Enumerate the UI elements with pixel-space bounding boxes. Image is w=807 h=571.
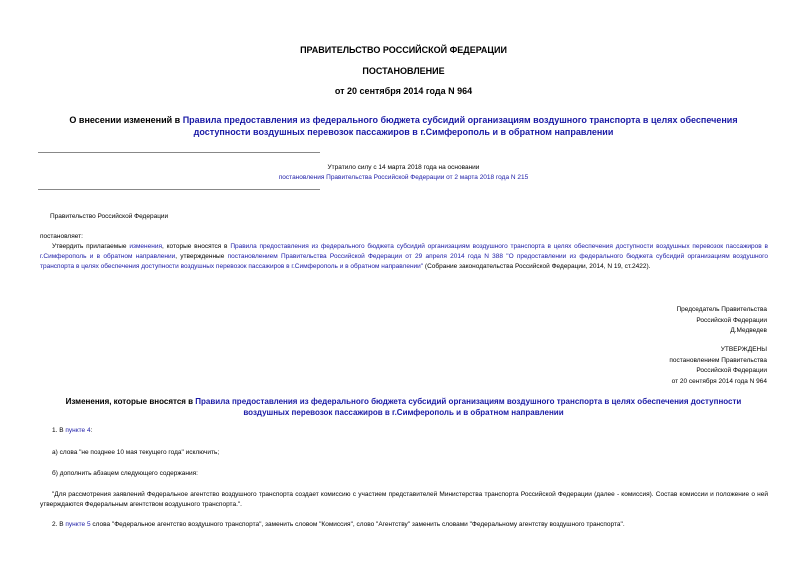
changes-title-link[interactable]: Правила предоставления из федерального бюджета субсидий организациям воздушного транспорта в целях обеспечения доступности воздушных перевозок пассажиров в г.Симферополь и в обратном направлении bbox=[195, 397, 742, 417]
decision-paragraph bbox=[40, 242, 768, 273]
decides-label: постановляет: bbox=[40, 233, 83, 240]
p1-link-decree[interactable]: постановлением Правительства Российской Федерации от 29 апреля 2014 года N 388 "О предоставлении из федерального бюджета субсидий организациям воздушного транспорта в целях обеспечения доступности воздушных перевозок пассажиров в г.Симферополь и в обратном направлении" bbox=[40, 253, 768, 271]
item-1 bbox=[52, 427, 92, 434]
approved-block bbox=[669, 345, 767, 387]
p1-link-changes[interactable]: изменения bbox=[129, 243, 162, 250]
item1-text-a: 1. В bbox=[52, 427, 66, 434]
changes-title bbox=[60, 396, 747, 418]
item1-link[interactable]: пункте 4 bbox=[65, 427, 91, 434]
signature-org: Российской Федерации bbox=[696, 316, 767, 324]
signature-position: Председатель Правительства bbox=[676, 306, 767, 313]
item-2 bbox=[52, 521, 625, 528]
item2-link[interactable]: пункте 5 bbox=[65, 521, 91, 528]
doc-title bbox=[40, 114, 767, 138]
doc-type: ПОСТАНОВЛЕНИЕ bbox=[362, 66, 445, 76]
item-1-quote: "Для рассмотрения заявлений Федеральное агентство воздушного транспорта создает комиссию с участием представителей Министерства транспорта Российской Федерации (далее - комиссия). Состав комиссии и положение о ней утверждаются Федеральным агентством воздушного транспорта.". bbox=[40, 491, 768, 509]
approved-line3: Российской Федерации bbox=[696, 367, 767, 374]
doc-title-prefix: О внесении изменений в bbox=[69, 115, 183, 125]
p1-text-d: (Собрание законодательства Российской Федерации, 2014, N 19, ст.2422). bbox=[423, 263, 651, 271]
p1-text-b: , которые вносятся в bbox=[161, 243, 231, 250]
item2-text-b: слова "Федеральное агентство воздушного транспорта", заменить словом "Комиссия", слово "Агентству" заменить словами "Федеральному агентству воздушного транспорта". bbox=[90, 521, 625, 528]
divider-bottom bbox=[38, 189, 320, 190]
approved-line2: постановлением Правительства bbox=[669, 356, 767, 364]
lost-force-note: Утратило силу с 14 марта 2018 года на основании bbox=[327, 164, 480, 171]
doc-date-number: от 20 сентября 2014 года N 964 bbox=[334, 86, 473, 96]
p1-link-rules[interactable]: Правила предоставления из федерального бюджета субсидий организациям воздушного транспорта в целях обеспечения доступности воздушных перевозок пассажиров в г.Симферополь и в обратном направлении bbox=[40, 243, 768, 261]
p1-text-c: , утвержденные bbox=[175, 253, 228, 261]
item-1a: а) слова "не позднее 10 мая текущего года" исключить; bbox=[52, 449, 220, 456]
approved-title: УТВЕРЖДЕНЫ bbox=[720, 346, 767, 353]
changes-title-prefix: Изменения, которые вносятся в bbox=[65, 397, 196, 406]
government-label: Правительство Российской Федерации bbox=[50, 213, 169, 220]
signature-name: Д.Медведев bbox=[730, 327, 767, 334]
lost-force-link[interactable]: постановления Правительства Российской Федерации от 2 марта 2018 года N 215 bbox=[278, 174, 529, 181]
p1-text-a: Утвердить прилагаемые bbox=[52, 243, 130, 250]
org-name: ПРАВИТЕЛЬСТВО РОССИЙСКОЙ ФЕДЕРАЦИИ bbox=[300, 45, 507, 55]
divider-top bbox=[38, 152, 320, 153]
approved-line4: от 20 сентября 2014 года N 964 bbox=[671, 377, 767, 385]
item2-text-a: 2. В bbox=[52, 521, 66, 528]
signature-block bbox=[676, 305, 767, 337]
item1-text-b: : bbox=[90, 427, 93, 434]
doc-title-link[interactable]: Правила предоставления из федерального бюджета субсидий организациям воздушного транспорта в целях обеспечения доступности воздушных перевозок пассажиров в г.Симферополь и в обратном направлении bbox=[182, 115, 738, 137]
item-1b: б) дополнить абзацем следующего содержания: bbox=[52, 470, 198, 477]
